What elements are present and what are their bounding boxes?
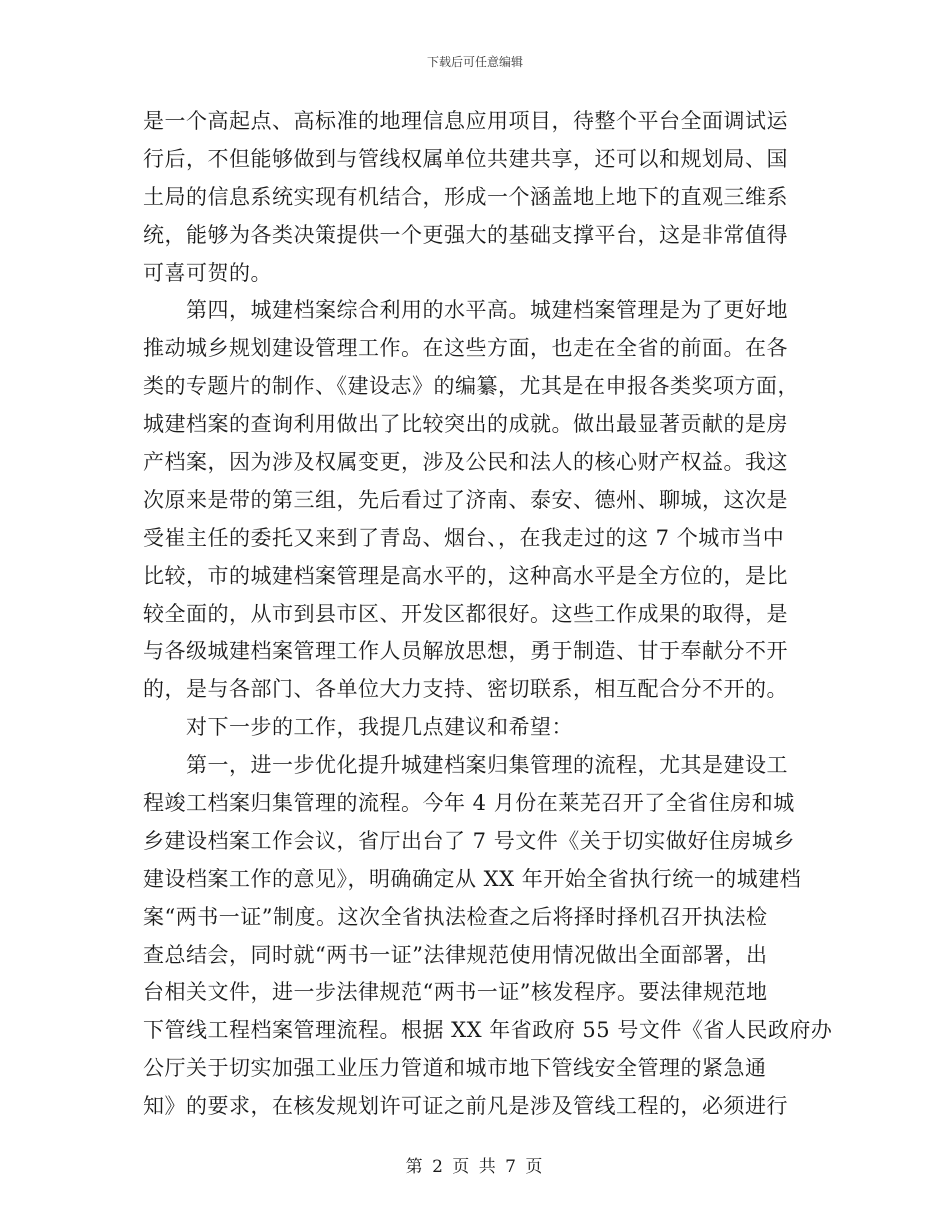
text-line: 次原来是带的第三组，先后看过了济南、泰安、德州、聊城，这次是: [143, 487, 788, 512]
page-number-footer: 第 2 页 共 7 页: [405, 1157, 545, 1177]
text-line: 与各级城建档案管理工作人员解放思想，勇于制造、甘于奉献分不开: [143, 639, 788, 664]
text-line: 台相关文件，进一步法律规范“两书一证”核发程序。要法律规范地: [143, 980, 768, 1005]
text-line: 案“两书一证”制度。这次全省执法检查之后将择时择机召开执法检: [143, 904, 768, 929]
text-line: 第四，城建档案综合利用的水平高。城建档案管理是为了更好地: [143, 298, 788, 323]
text-line: 程竣工档案归集管理的流程。今年 4 月份在莱芜召开了全省住房和城: [143, 791, 795, 816]
text-line: 查总结会，同时就“两书一证”法律规范使用情况做出全面部署，出: [143, 942, 768, 967]
text-line: 对下一步的工作，我提几点建议和希望：: [143, 715, 573, 740]
text-line: 是一个高起点、高标准的地理信息应用项目，待整个平台全面调试运: [143, 109, 788, 133]
text-line: 较全面的，从市到县市区、开发区都很好。这些工作成果的取得，是: [143, 601, 788, 626]
text-line: 受崔主任的委托又来到了青岛、烟台、，在我走过的这 7 个城市当中: [143, 525, 785, 550]
text-line: 建设档案工作的意见》，明确确定从 XX 年开始全省执行统一的城建档: [143, 866, 802, 891]
text-line: 比较，市的城建档案管理是高水平的，这种高水平是全方位的，是比: [143, 563, 788, 588]
text-line: 的，是与各部门、各单位大力支持、密切联系，相互配合分不开的。: [143, 677, 788, 702]
text-line: 乡建设档案工作会议，省厅出台了 7 号文件《关于切实做好住房城乡: [143, 828, 795, 853]
text-line: 城建档案的查询利用做出了比较突出的成就。做出最显著贡献的是房: [143, 412, 788, 437]
text-line: 可喜可贺的。: [143, 260, 272, 285]
text-line: 产档案，因为涉及权属变更，涉及公民和法人的核心财产权益。我这: [143, 450, 788, 475]
text-line: 类的专题片的制作、《建设志》的编纂，尤其是在申报各类奖项方面，: [143, 374, 799, 399]
page-header: 下载后可任意编辑: [426, 55, 523, 69]
text-line: 第一，进一步优化提升城建档案归集管理的流程，尤其是建设工: [143, 753, 788, 778]
text-line: 知》的要求，在核发规划许可证之前凡是涉及管线工程的，必须进行: [143, 1094, 788, 1119]
text-line: 土局的信息系统实现有机结合，形成一个涵盖地上地下的直观三维系: [143, 184, 788, 209]
text-line: 下管线工程档案管理流程。根据 XX 年省政府 55 号文件《省人民政府办: [143, 1018, 833, 1043]
document-body: [143, 103, 833, 1126]
text-line: 公厅关于切实加强工业压力管道和城市地下管线安全管理的紧急通: [143, 1056, 767, 1081]
text-line: 统，能够为各类决策提供一个更强大的基础支撑平台，这是非常值得: [143, 222, 788, 247]
text-line: 行后，不但能够做到与管线权属单位共建共享，还可以和规划局、国: [143, 146, 788, 171]
text-line: 推动城乡规划建设管理工作。在这些方面，也走在全省的前面。在各: [143, 336, 788, 361]
